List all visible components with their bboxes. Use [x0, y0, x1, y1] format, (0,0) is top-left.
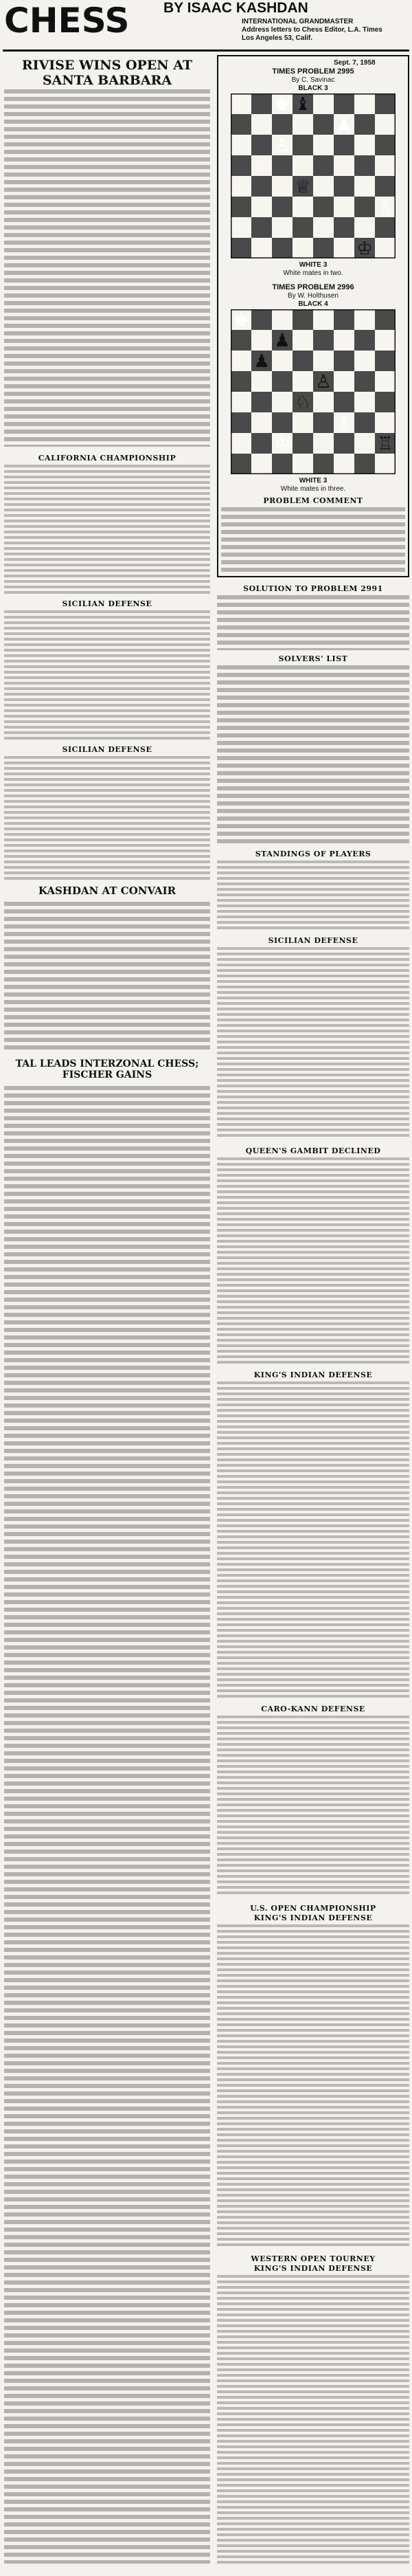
board-square [354, 93, 375, 114]
board-square [334, 135, 354, 155]
board-square [251, 330, 272, 351]
second-story-body [4, 902, 210, 1053]
solution-heading: SOLUTION TO PROBLEM 2991 [243, 584, 383, 593]
board-square [231, 217, 251, 238]
problem-2-caption: White mates in three. [280, 485, 346, 493]
board-square [251, 392, 272, 412]
third-story-body [4, 1086, 210, 2564]
standings-table [4, 465, 210, 595]
chess-piece: ♗ [377, 197, 393, 218]
board-square [334, 197, 354, 217]
solution-body [217, 595, 409, 650]
board-square [354, 454, 375, 474]
third-headline: TAL LEADS INTERZONAL CHESS; FISCHER GAINS [15, 1058, 199, 1080]
board-square [313, 197, 334, 217]
board-square [272, 176, 293, 197]
board-square [272, 238, 293, 258]
us-open-heading: U.S. OPEN CHAMPIONSHIP [250, 1904, 376, 1913]
chess-piece: ♔ [274, 434, 290, 454]
board-square [354, 433, 375, 454]
board-square [313, 433, 334, 454]
game-score-4 [217, 1157, 409, 1364]
board-square [251, 454, 272, 474]
byline-city: Los Angeles 53, Calif. [242, 34, 312, 42]
board-square [272, 454, 293, 474]
left-column [4, 55, 210, 2571]
board-square [354, 176, 375, 197]
board-square [354, 197, 375, 217]
board-square [251, 176, 272, 197]
board-square [231, 330, 251, 351]
board-square [313, 351, 334, 371]
chess-piece: ♙ [274, 135, 290, 156]
board-square [231, 114, 251, 135]
board-square [231, 155, 251, 176]
board-square [313, 114, 334, 135]
board-square [334, 454, 354, 474]
board-square [354, 351, 375, 371]
board-square [251, 238, 272, 258]
kings-indian-heading: KING'S INDIAN DEFENSE [253, 1370, 373, 1379]
board-square [231, 176, 251, 197]
problem-comment-body [221, 507, 405, 573]
board-square [375, 217, 396, 238]
board-square [272, 309, 293, 330]
board-square [354, 412, 375, 433]
sicilian-defense-b-heading: SICILIAN DEFENSE [62, 745, 152, 754]
board-square [231, 433, 251, 454]
board-square [251, 93, 272, 114]
chess-piece: ♟ [274, 331, 290, 351]
board-square [251, 217, 272, 238]
board-square [375, 330, 396, 351]
lead-headline: RIVISE WINS OPEN AT SANTA BARBARA [21, 58, 193, 88]
board-square [334, 93, 354, 114]
queens-gambit-heading: QUEEN'S GAMBIT DECLINED [245, 1146, 381, 1155]
byline: BY ISAAC KASHDAN [163, 0, 308, 16]
solvers-list-body [217, 665, 409, 844]
chess-piece: ♚ [274, 94, 290, 115]
right-column [217, 55, 409, 2571]
problem-1-title: TIMES PROBLEM 2995 [272, 67, 354, 76]
california-championship-heading: CALIFORNIA CHAMPIONSHIP [38, 454, 176, 463]
board-square [375, 176, 396, 197]
board-square [334, 155, 354, 176]
board-square [272, 392, 293, 412]
board-square [272, 371, 293, 392]
board-square [231, 238, 251, 258]
board-square [313, 155, 334, 176]
chess-piece: ♟ [253, 351, 270, 372]
board-square [231, 197, 251, 217]
problem-1-caption: White mates in two. [283, 269, 343, 277]
board-square [334, 330, 354, 351]
board-square [251, 412, 272, 433]
board-square [313, 454, 334, 474]
problem-1-side: BLACK 3 [298, 85, 328, 92]
board-square [354, 392, 375, 412]
byline-credential: INTERNATIONAL GRANDMASTER [242, 18, 354, 25]
board-square [251, 309, 272, 330]
board-square [272, 217, 293, 238]
caro-kann-heading: CARO-KANN DEFENSE [261, 1705, 365, 1713]
problem-1-author: By C. Savinac [291, 76, 335, 84]
chess-piece: ♚ [233, 310, 249, 331]
kings-indian-2-heading: KING'S INDIAN DEFENSE [253, 1913, 373, 1922]
board-square [231, 135, 251, 155]
chess-piece: ♔ [356, 238, 373, 258]
board-square [334, 217, 354, 238]
board-square [375, 135, 396, 155]
board-square [375, 114, 396, 135]
board-square [293, 454, 313, 474]
problem-2-side: BLACK 4 [298, 300, 328, 308]
board-square [354, 330, 375, 351]
board-square [375, 454, 396, 474]
board-2-white-label: WHITE 3 [299, 477, 328, 485]
board-square [313, 412, 334, 433]
board-square [334, 371, 354, 392]
board-square [375, 351, 396, 371]
board-square [313, 238, 334, 258]
chess-piece: ♝ [295, 94, 311, 115]
board-square [334, 392, 354, 412]
board-square [313, 392, 334, 412]
board-square [272, 412, 293, 433]
chess-piece: ♟ [336, 115, 352, 135]
board-square [334, 351, 354, 371]
board-square [375, 392, 396, 412]
board-square [313, 135, 334, 155]
board-square [272, 155, 293, 176]
board-square [375, 412, 396, 433]
board-square [313, 176, 334, 197]
board-square [375, 155, 396, 176]
masthead [0, 0, 412, 49]
masthead-rule [3, 49, 409, 52]
board-square [293, 217, 313, 238]
chess-board-1 [231, 93, 396, 258]
chess-piece: ♖ [377, 434, 393, 454]
byline-address: Address letters to Chess Editor, L.A. Times [242, 26, 382, 34]
board-square [313, 217, 334, 238]
chess-piece: ♘ [253, 156, 270, 177]
lead-story-body [4, 89, 210, 447]
problem-comment-heading: PROBLEM COMMENT [263, 496, 363, 505]
problem-2-author: By W. Holthusen [288, 292, 339, 300]
board-square [251, 197, 272, 217]
board-square [293, 135, 313, 155]
board-square [334, 433, 354, 454]
board-square [231, 412, 251, 433]
board-square [313, 330, 334, 351]
board-square [293, 412, 313, 433]
board-square [375, 309, 396, 330]
column-title: CHESS [4, 1, 130, 41]
second-headline: KASHDAN AT CONVAIR [38, 885, 176, 897]
chess-piece: ♕ [295, 177, 311, 197]
board-square [231, 351, 251, 371]
game-score-1 [4, 610, 210, 741]
board-square [231, 371, 251, 392]
board-square [354, 371, 375, 392]
sicilian-defense-c-heading: SICILIAN DEFENSE [268, 936, 358, 945]
board-square [293, 433, 313, 454]
board-square [334, 309, 354, 330]
board-square [354, 217, 375, 238]
game-score-2 [4, 756, 210, 880]
game-score-5 [217, 1381, 409, 1698]
standings-body [217, 860, 409, 929]
board-square [313, 93, 334, 114]
board-1-white-label: WHITE 3 [299, 261, 328, 269]
chess-board-2 [231, 309, 396, 474]
sicilian-defense-a-heading: SICILIAN DEFENSE [62, 599, 152, 608]
board-square [293, 238, 313, 258]
kings-indian-3-heading: KING'S INDIAN DEFENSE [253, 2264, 373, 2273]
board-square [313, 309, 334, 330]
board-square [375, 238, 396, 258]
board-square [251, 433, 272, 454]
chess-piece: ♙ [315, 372, 332, 392]
board-square [354, 309, 375, 330]
board-square [354, 135, 375, 155]
chess-piece: ♗ [336, 413, 352, 434]
board-square [231, 93, 251, 114]
board-square [293, 330, 313, 351]
game-score-8 [217, 2275, 409, 2564]
board-square [231, 454, 251, 474]
board-square [293, 155, 313, 176]
board-square [293, 197, 313, 217]
board-square [231, 392, 251, 412]
game-score-6 [217, 1716, 409, 1894]
game-score-7 [217, 1924, 409, 2247]
game-score-3 [217, 947, 409, 1140]
board-square [334, 238, 354, 258]
board-square [251, 114, 272, 135]
chess-piece: ♘ [295, 392, 311, 413]
board-square [334, 176, 354, 197]
board-square [293, 114, 313, 135]
western-open-heading: WESTERN OPEN TOURNEY [251, 2254, 376, 2263]
board-square [272, 114, 293, 135]
board-square [354, 155, 375, 176]
standings-heading: STANDINGS OF PLAYERS [255, 850, 371, 858]
board-square [272, 351, 293, 371]
board-square [293, 309, 313, 330]
board-square [375, 93, 396, 114]
problem-2-title: TIMES PROBLEM 2996 [272, 283, 354, 291]
problems-date: Sept. 7, 1958 [334, 59, 376, 67]
board-square [251, 371, 272, 392]
board-square [272, 197, 293, 217]
board-square [354, 114, 375, 135]
solvers-list-heading: SOLVERS' LIST [278, 654, 348, 663]
board-square [293, 351, 313, 371]
board-square [293, 371, 313, 392]
board-square [251, 135, 272, 155]
board-square [375, 371, 396, 392]
